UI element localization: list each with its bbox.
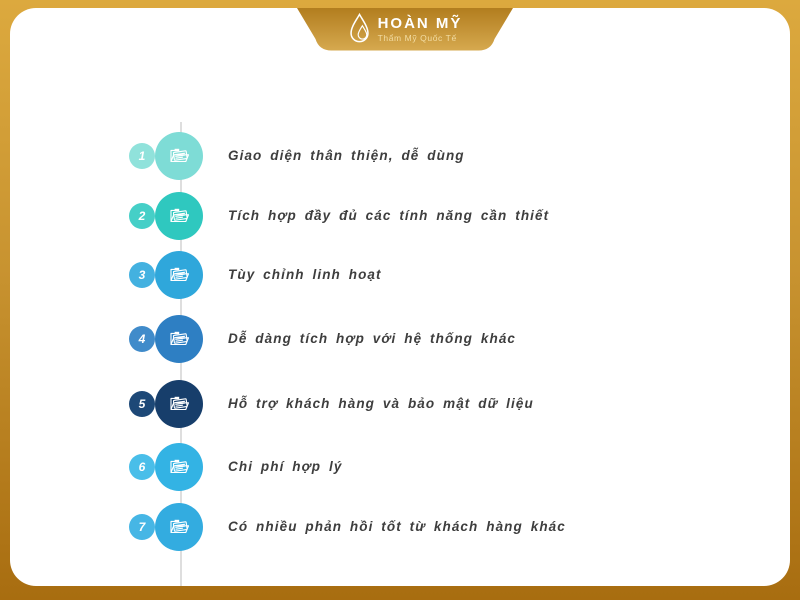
step-number-badge [129,514,155,540]
folder-icon [166,514,192,540]
folder-icon [166,262,192,288]
step-number: 3 [138,268,146,282]
folder-icon [166,203,192,229]
step-number: 2 [138,209,146,223]
step-number: 7 [138,520,146,534]
folder-icon-circle [155,251,203,299]
step-number-badge [129,262,155,288]
content-panel [10,8,790,586]
folder-icon [166,143,192,169]
feature-item [128,503,688,551]
feature-label: Dễ dàng tích hợp với hệ thống khác [228,331,517,346]
feature-item [128,380,688,428]
folder-icon-circle [155,192,203,240]
folder-icon-circle [155,132,203,180]
feature-label: Giao diện thân thiện, dễ dùng [228,148,465,163]
feature-item [128,251,688,299]
folder-icon-circle [155,443,203,491]
brand-name: HOÀN MỸ [377,14,463,32]
brand-logo [297,8,513,50]
folder-icon [166,326,192,352]
feature-label: Có nhiều phản hồi tốt từ khách hàng khác [228,519,566,534]
step-number: 5 [138,397,146,411]
step-number: 4 [138,332,146,346]
step-number-badge [129,143,155,169]
step-number: 6 [138,460,146,474]
feature-label: Chi phí hợp lý [228,459,343,474]
folder-icon-circle [155,380,203,428]
feature-label: Tích hợp đầy đủ các tính năng cần thiết [228,208,550,223]
step-number-badge [129,454,155,480]
step-number-badge [129,391,155,417]
drop-logo-icon [348,12,371,46]
step-number: 1 [138,149,146,163]
feature-item [128,443,688,491]
feature-item [128,315,688,363]
step-number-badge [129,203,155,229]
header-ribbon [297,8,513,52]
feature-item [128,192,688,240]
folder-icon [166,454,192,480]
feature-item [128,132,688,180]
folder-icon [166,391,192,417]
feature-label: Hỗ trợ khách hàng và bảo mật dữ liệu [228,396,534,411]
folder-icon-circle [155,503,203,551]
feature-label: Tùy chỉnh linh hoạt [228,267,382,282]
brand-tagline: Thẩm Mỹ Quốc Tế [377,32,457,43]
folder-icon-circle [155,315,203,363]
step-number-badge [129,326,155,352]
